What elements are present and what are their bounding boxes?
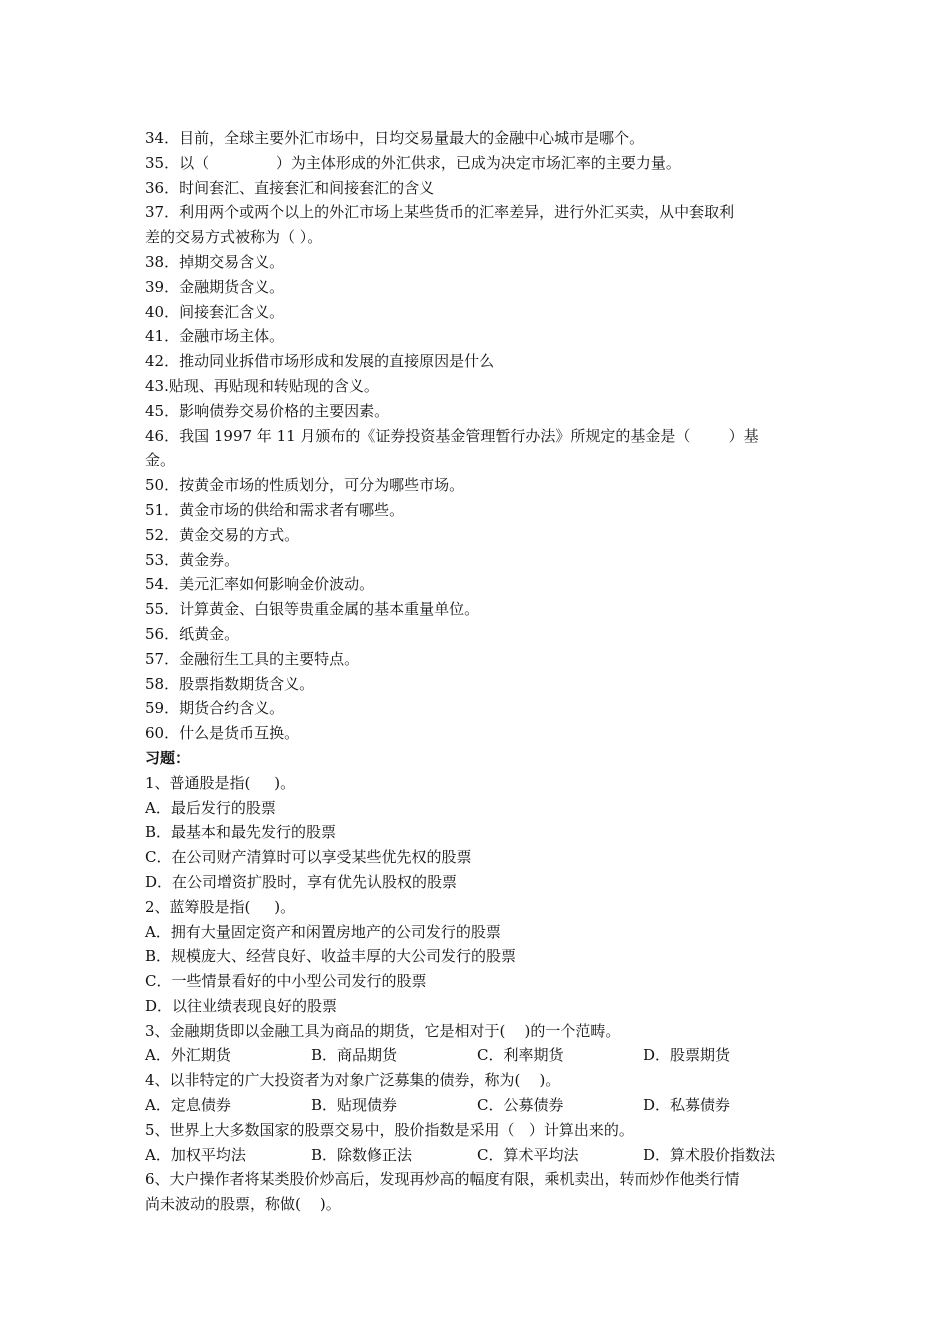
question-37-line2: 差的交易方式被称为（ ）。 <box>145 228 323 247</box>
exercise-4-option-a: A．定息债券 <box>145 1096 231 1115</box>
exercise-2-option-d: D．以往业绩表现良好的股票 <box>145 996 338 1015</box>
question-56: 56．纸黄金。 <box>145 624 240 643</box>
question-59: 59．期货合约含义。 <box>145 699 285 718</box>
exercise-2-option-b: B．规模庞大、经营良好、收益丰厚的大公司发行的股票 <box>145 947 517 966</box>
exercise-4-options <box>145 1093 810 1118</box>
exercise-2-option-c: C．一些情景看好的中小型公司发行的股票 <box>145 972 427 991</box>
question-51: 51．黄金市场的供给和需求者有哪些。 <box>145 500 405 519</box>
exercise-4-option-b: B．贴现债券 <box>311 1096 398 1115</box>
exercise-3-option-b: B．商品期货 <box>311 1046 398 1065</box>
exercise-4-option-c: C．公募债券 <box>477 1096 564 1115</box>
exercise-4: 4、以非特定的广大投资者为对象广泛募集的债券，称为( )。 <box>145 1071 561 1090</box>
question-53: 53．黄金券。 <box>145 550 240 569</box>
question-57: 57．金融衍生工具的主要特点。 <box>145 649 360 668</box>
exercise-1-option-c: C．在公司财产清算时可以享受某些优先权的股票 <box>145 848 472 867</box>
exercise-5-option-b: B．除数修正法 <box>311 1145 413 1164</box>
exercise-3-option-c: C．利率期货 <box>477 1046 564 1065</box>
question-46-line2: 金。 <box>145 451 176 470</box>
exercise-5-option-a: A．加权平均法 <box>145 1145 246 1164</box>
exercise-5-option-d: D．算术股价指数法 <box>643 1145 776 1164</box>
exercise-5-options <box>145 1143 810 1168</box>
document-page <box>145 126 810 1217</box>
exercise-2: 2、蓝筹股是指( )。 <box>145 897 296 916</box>
exercise-6-line2: 尚未波动的股票，称做( )。 <box>145 1195 341 1214</box>
question-40: 40．间接套汇含义。 <box>145 302 285 321</box>
question-58: 58．股票指数期货含义。 <box>145 674 315 693</box>
exercise-4-option-d: D．私募债券 <box>643 1096 731 1115</box>
question-46-line1: 46．我国 1997 年 11 月颁布的《证券投资基金管理暂行办法》所规定的基金是（ ）基 <box>145 426 759 445</box>
question-60: 60．什么是货币互换。 <box>145 724 300 743</box>
question-38: 38．掉期交易含义。 <box>145 252 285 271</box>
exercise-5-option-c: C．算术平均法 <box>477 1145 579 1164</box>
exercise-1-option-d: D．在公司增资扩股时，享有优先认股权的股票 <box>145 872 458 891</box>
question-39: 39．金融期货含义。 <box>145 277 285 296</box>
question-41: 41．金融市场主体。 <box>145 327 285 346</box>
exercise-2-option-a: A．拥有大量固定资产和闲置房地产的公司发行的股票 <box>145 922 501 941</box>
question-52: 52．黄金交易的方式。 <box>145 525 300 544</box>
exercise-1-option-b: B．最基本和最先发行的股票 <box>145 823 337 842</box>
question-35: 35．以（ ）为主体形成的外汇供求，已成为决定市场汇率的主要力量。 <box>145 153 681 172</box>
question-34: 34．目前，全球主要外汇市场中，日均交易量最大的金融中心城市是哪个。 <box>145 129 645 147</box>
question-42: 42．推动同业拆借市场形成和发展的直接原因是什么 <box>145 352 495 371</box>
exercise-6-line1: 6、大户操作者将某类股价炒高后，发现再炒高的幅度有限，乘机卖出，转而炒作他类行情 <box>145 1170 740 1189</box>
exercises-heading: 习题： <box>145 748 191 767</box>
exercise-5: 5、世界上大多数国家的股票交易中，股价指数是采用（ ）计算出来的。 <box>145 1120 634 1139</box>
exercise-3-options <box>145 1043 810 1068</box>
question-45: 45．影响债券交易价格的主要因素。 <box>145 401 390 420</box>
question-55: 55．计算黄金、白银等贵重金属的基本重量单位。 <box>145 600 480 619</box>
question-36: 36．时间套汇、直接套汇和间接套汇的含义 <box>145 178 435 197</box>
question-43: 43.贴现、再贴现和转贴现的含义。 <box>145 376 379 395</box>
question-50: 50．按黄金市场的性质划分，可分为哪些市场。 <box>145 476 465 495</box>
exercise-3-option-d: D．股票期货 <box>643 1046 731 1065</box>
exercise-3-option-a: A．外汇期货 <box>145 1046 231 1065</box>
exercise-3: 3、金融期货即以金融工具为商品的期货，它是相对于( )的一个范畴。 <box>145 1021 621 1040</box>
exercise-1: 1、普通股是指( )。 <box>145 773 296 792</box>
question-37-line1: 37．利用两个或两个以上的外汇市场上某些货币的汇率差异，进行外汇买卖，从中套取利 <box>145 203 735 222</box>
question-54: 54．美元汇率如何影响金价波动。 <box>145 575 375 594</box>
exercise-1-option-a: A．最后发行的股票 <box>145 798 276 817</box>
